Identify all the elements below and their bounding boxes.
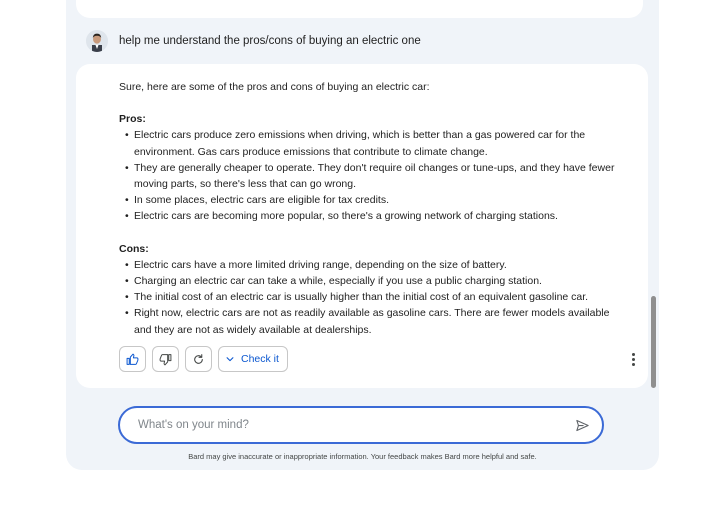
thumbs-up-button[interactable] — [119, 346, 146, 372]
cons-item: • The initial cost of an electric car is usually higher than the initial cost of an equivalent gasoline car. — [134, 289, 619, 305]
user-prompt-text: help me understand the pros/cons of buying an electric one — [119, 35, 421, 47]
previous-response-card — [76, 0, 643, 18]
response-actions — [119, 346, 288, 372]
pros-item: • Electric cars are becoming more popular, so there's a growing network of charging stations. — [134, 208, 619, 224]
check-it-button[interactable] — [218, 346, 288, 372]
user-photo-icon — [86, 30, 108, 52]
pros-item: • They are generally cheaper to operate. They don't require oil changes or tune-ups, and they have fewer moving parts, so there's less that can go wrong. — [134, 160, 619, 192]
chevron-down-icon — [225, 354, 235, 364]
user-message — [86, 27, 421, 55]
response-card — [76, 64, 648, 388]
pros-list — [119, 127, 619, 224]
cons-item: • Right now, electric cars are not as readily available as gasoline cars. There are fewer models available and they are not as widely available at dealerships. — [134, 305, 619, 337]
send-icon — [575, 418, 590, 433]
thumbs-down-icon — [159, 353, 172, 366]
scrollbar-thumb[interactable] — [651, 296, 656, 388]
chat-app — [66, 0, 659, 470]
response-content — [119, 79, 619, 338]
pros-heading: Pros: — [119, 113, 146, 126]
prompt-input[interactable] — [136, 418, 574, 432]
cons-heading: Cons: — [119, 242, 149, 255]
disclaimer-text: Bard may give inaccurate or inappropriate information. Your feedback makes Bard more helpful and safe. — [188, 452, 537, 461]
regenerate-button[interactable] — [185, 346, 212, 372]
more-vert-icon[interactable] — [630, 353, 636, 366]
thumbs-up-icon — [126, 353, 139, 366]
avatar — [86, 30, 108, 52]
pros-item: • In some places, electric cars are eligible for tax credits. — [134, 192, 619, 208]
response-intro: Sure, here are some of the pros and cons of buying an electric car: — [119, 81, 430, 93]
cons-item: • Electric cars have a more limited driving range, depending on the size of battery. — [134, 257, 619, 273]
cons-item: • Charging an electric car can take a while, especially if you use a public charging station. — [134, 273, 619, 289]
pros-item: • Electric cars produce zero emissions when driving, which is better than a gas powered car for the environment. Gas cars produce emissions that contribute to climate change. — [134, 127, 619, 159]
thumbs-down-button[interactable] — [152, 346, 179, 372]
send-button[interactable] — [574, 417, 590, 433]
cons-list — [119, 257, 619, 338]
regenerate-icon — [192, 353, 205, 366]
prompt-input-container — [118, 406, 604, 444]
check-it-label: Check it — [241, 353, 279, 365]
